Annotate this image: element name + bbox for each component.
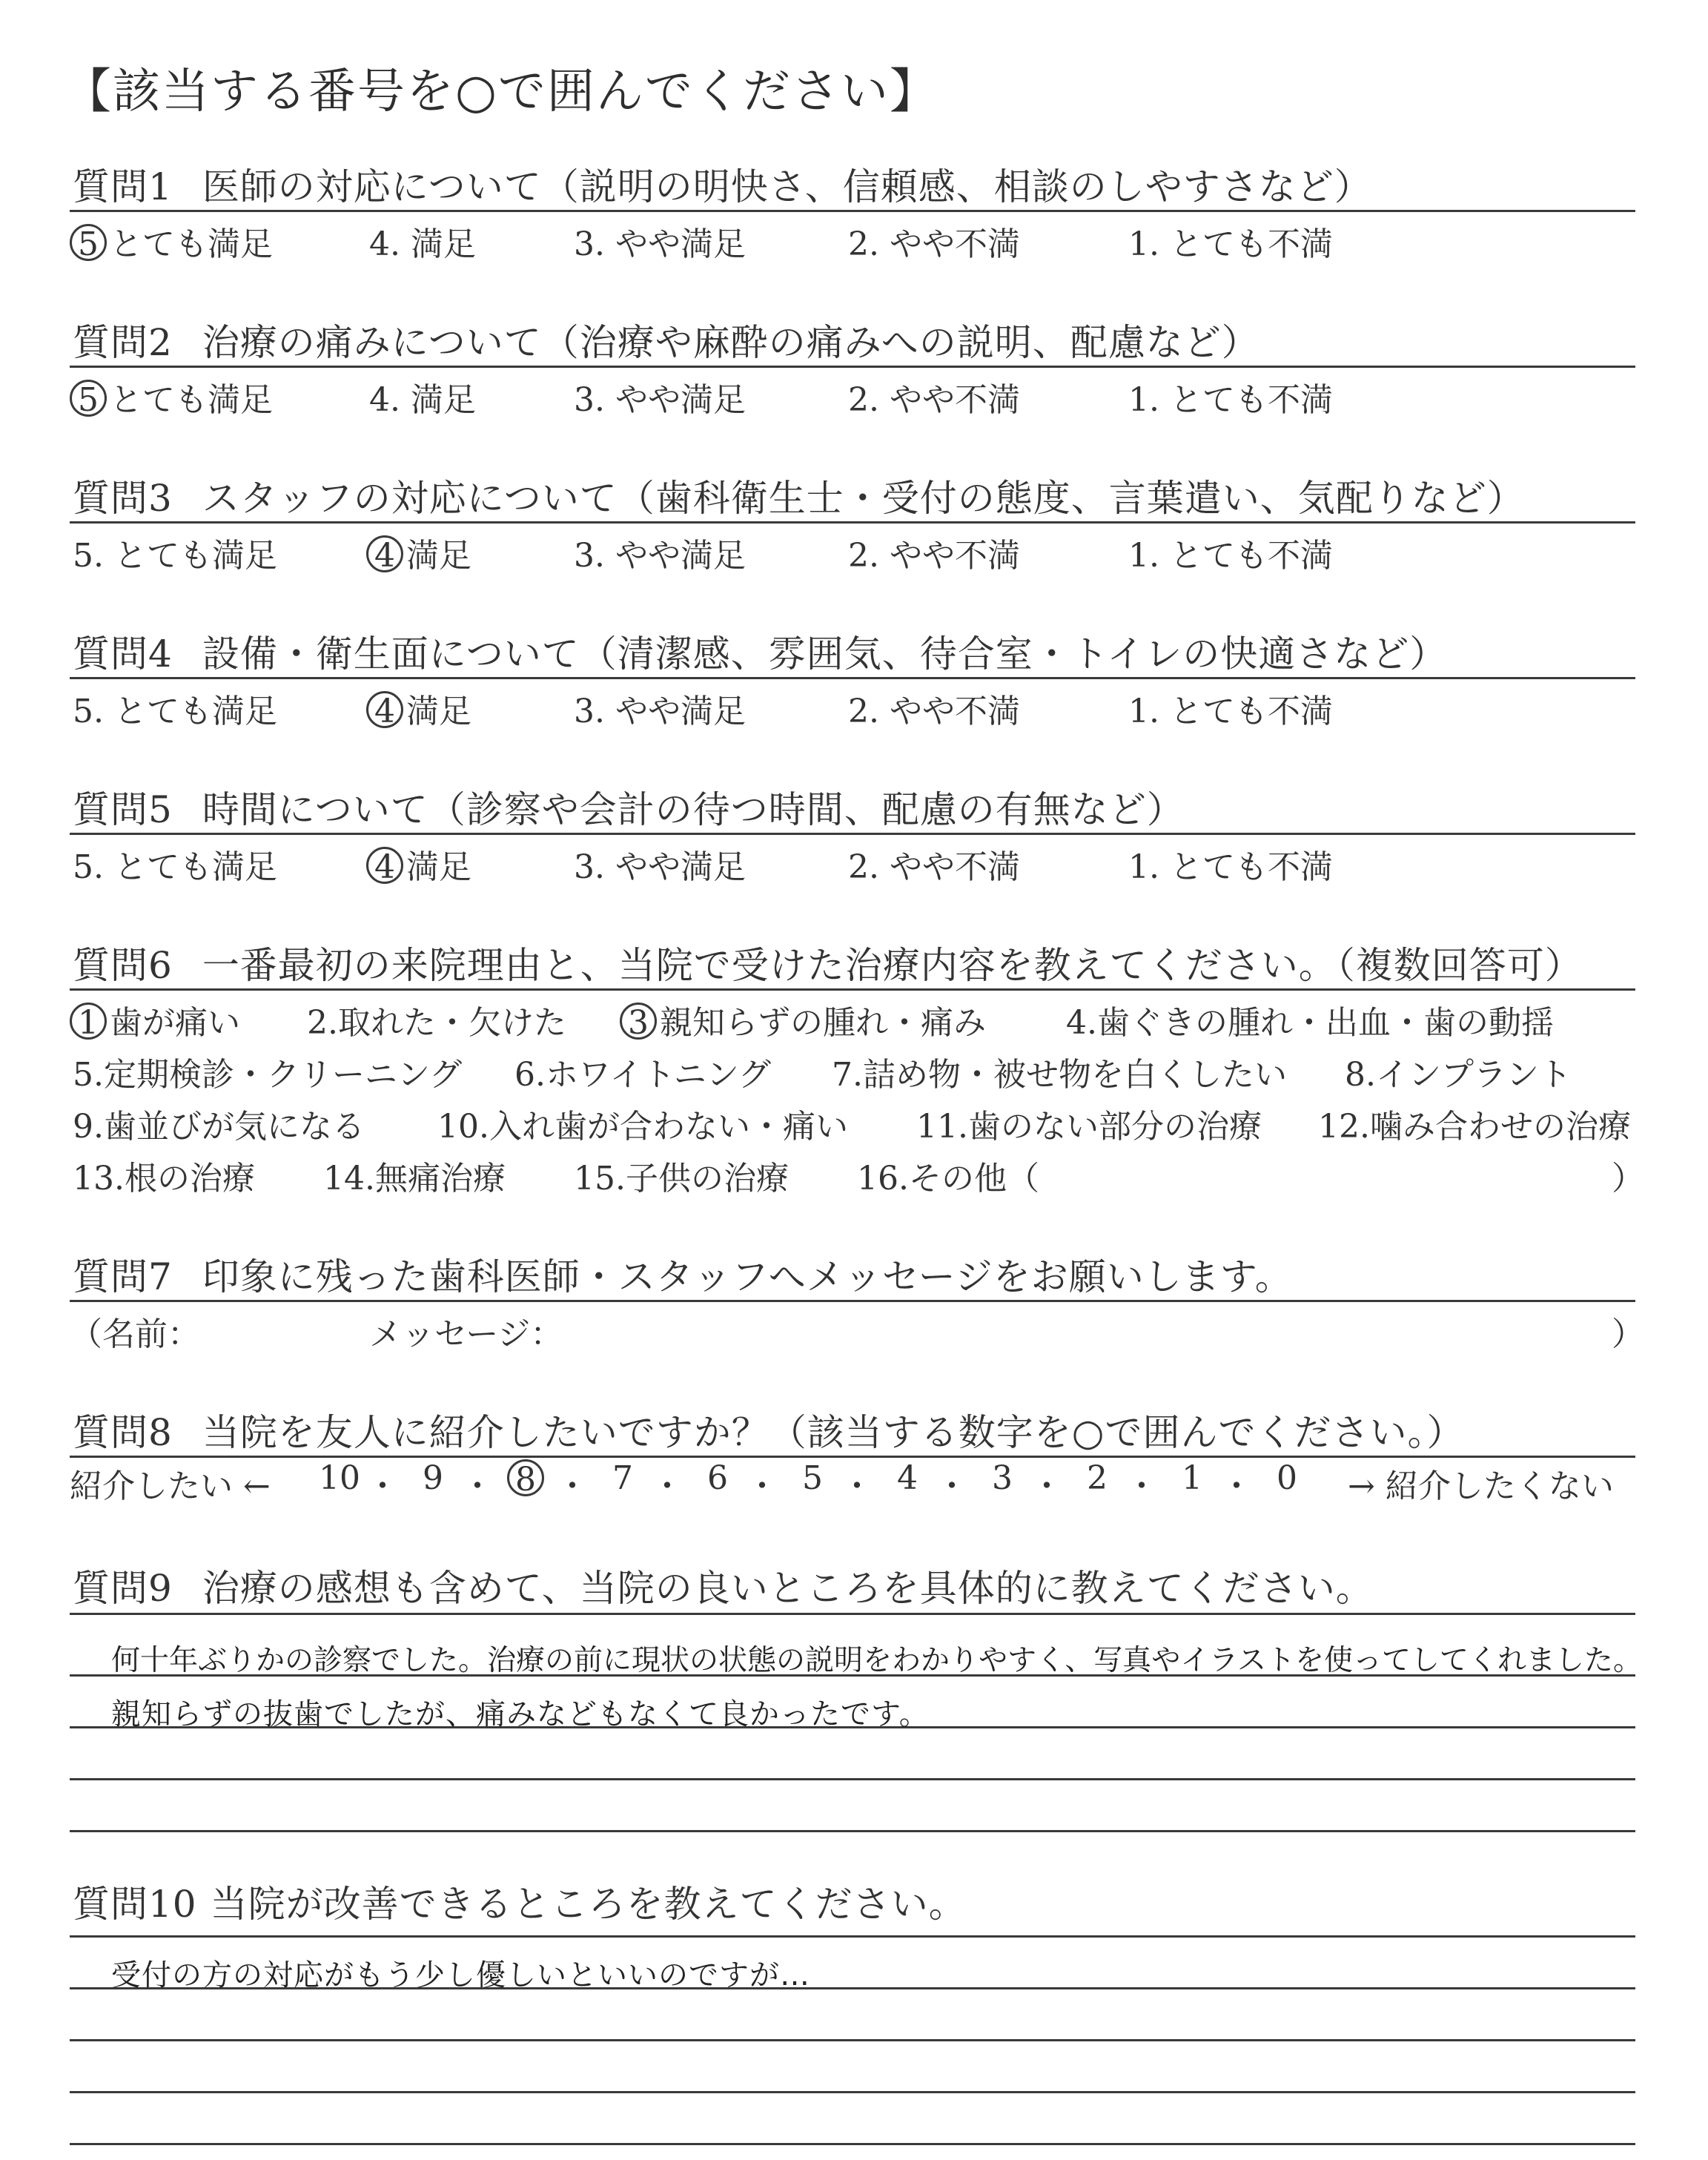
- rating-option-4[interactable]: 4. 満足: [369, 225, 476, 263]
- scale-value-6[interactable]: 6: [707, 1459, 728, 1497]
- option-number: 4.: [1066, 1004, 1097, 1042]
- option-number: 12.: [1318, 1108, 1370, 1146]
- question-number: 質問9: [73, 1567, 173, 1610]
- scale-separator: ・: [366, 1467, 399, 1505]
- option-number: 8.: [1345, 1056, 1376, 1094]
- scale-left-label: 紹介したい ←: [70, 1467, 271, 1505]
- option-label: 噛み合わせの治療: [1369, 1108, 1631, 1146]
- reason-option[interactable]: [574, 1152, 789, 1199]
- question-5-options: [73, 840, 1635, 885]
- rating-option-1[interactable]: 1. とても不満: [1128, 225, 1333, 263]
- rating-option-2[interactable]: 2. やや不満: [848, 693, 1020, 730]
- scale-value-5[interactable]: 5: [802, 1459, 823, 1497]
- option-label: 無痛治療: [374, 1160, 506, 1198]
- question-number: 質問3: [73, 477, 173, 520]
- question-number: 質問6: [73, 944, 173, 987]
- option-label: 歯が痛い: [110, 1004, 240, 1042]
- reason-option[interactable]: [73, 996, 240, 1043]
- option-label: 取れた・欠けた: [337, 1004, 566, 1042]
- question-2-options: [73, 373, 1635, 417]
- rating-option-1[interactable]: 1. とても不満: [1128, 693, 1333, 730]
- rating-option-4[interactable]: 4. 満足: [369, 381, 476, 419]
- option-label: 子供の治療: [625, 1160, 789, 1198]
- scale-separator: ・: [841, 1467, 873, 1505]
- rating-option-4[interactable]: [369, 684, 471, 732]
- question-text: スタッフの対応について（歯科衛生士・受付の態度、言葉遣い、気配りなど）: [202, 477, 1525, 520]
- question-number: 質問4: [73, 633, 173, 676]
- option-number: 9.: [73, 1108, 104, 1146]
- scale-separator: ・: [1220, 1467, 1253, 1505]
- question-number: 質問8: [73, 1411, 173, 1454]
- selected-circle-mark: 1: [70, 1003, 107, 1040]
- rating-option-5[interactable]: 5. とても満足: [73, 693, 277, 730]
- option-label: その他（: [908, 1160, 1039, 1198]
- rating-option-label: 満足: [406, 848, 471, 886]
- reason-option[interactable]: [73, 1100, 365, 1147]
- rating-option-1[interactable]: 1. とても不満: [1128, 848, 1333, 886]
- question-10-title: [73, 1875, 967, 1928]
- reason-option[interactable]: [623, 996, 986, 1043]
- handwritten-answer: 受付の方の対応がもう少し優しいといいのですが…: [111, 1958, 810, 1992]
- selected-circle-mark: 4: [366, 847, 403, 884]
- rating-option-5[interactable]: [73, 217, 273, 265]
- answer-line: [70, 1613, 1635, 1615]
- option-label: ホワイトニング: [545, 1056, 772, 1094]
- rating-option-5[interactable]: [73, 373, 273, 420]
- reason-option[interactable]: [437, 1100, 848, 1147]
- reason-option[interactable]: [1318, 1100, 1631, 1147]
- selected-circle-mark: 3: [620, 1003, 657, 1040]
- selected-circle-mark: 5: [70, 380, 107, 417]
- divider: [70, 366, 1635, 368]
- scale-separator: ・: [461, 1467, 494, 1505]
- close-paren: ）: [1612, 1315, 1644, 1353]
- option-label: 親知らずの腫れ・痛み: [660, 1004, 986, 1042]
- recommend-scale: [70, 1459, 1635, 1504]
- scale-value-2[interactable]: 2: [1087, 1459, 1108, 1497]
- question-number: 質問10: [73, 1883, 197, 1926]
- scale-separator: ・: [651, 1467, 683, 1505]
- answer-line: [70, 2091, 1635, 2093]
- page-title: 【該当する番号を○で囲んでください】: [64, 65, 939, 119]
- scale-separator: ・: [936, 1467, 968, 1505]
- rating-option-3[interactable]: 3. やや満足: [574, 381, 746, 419]
- answer-line: [70, 2039, 1635, 2041]
- question-4-options: [73, 684, 1635, 729]
- scale-separator: ・: [1030, 1467, 1063, 1505]
- question-7-answer-fields: [70, 1307, 1644, 1353]
- divider: [70, 210, 1635, 212]
- option-label: 詰め物・被せ物を白くしたい: [862, 1056, 1287, 1094]
- answer-line: [70, 1778, 1635, 1780]
- scale-value-4[interactable]: 4: [897, 1459, 918, 1497]
- rating-option-1[interactable]: 1. とても不満: [1128, 381, 1333, 419]
- question-2-title: [73, 313, 1260, 366]
- scale-value-3[interactable]: 3: [992, 1459, 1013, 1497]
- question-text: 医師の対応について（説明の明快さ、信頼感、相談のしやすさなど）: [202, 165, 1372, 208]
- option-number: 11.: [916, 1108, 968, 1146]
- scale-value-0[interactable]: 0: [1277, 1459, 1297, 1497]
- option-number: 6.: [514, 1056, 546, 1094]
- reason-option[interactable]: [73, 1048, 462, 1095]
- question-3-title: [73, 469, 1525, 522]
- option-label: 定期検診・クリーニング: [103, 1056, 463, 1094]
- answer-line: [70, 1935, 1635, 1938]
- rating-option-2[interactable]: 2. やや不満: [848, 848, 1020, 886]
- question-4-title: [73, 624, 1447, 678]
- message-label: メッセージ：: [369, 1315, 563, 1353]
- scale-value-1[interactable]: 1: [1182, 1459, 1202, 1497]
- question-number: 質問2: [73, 321, 173, 364]
- rating-option-label: 満足: [406, 693, 471, 730]
- question-text: 一番最初の来院理由と、当院で受けた治療内容を教えてください。（複数回答可）: [202, 944, 1583, 987]
- rating-option-2[interactable]: 2. やや不満: [848, 225, 1020, 263]
- question-text: 時間について（診察や会計の待つ時間、配慮の有無など）: [202, 788, 1185, 831]
- rating-option-5[interactable]: 5. とても満足: [73, 848, 277, 886]
- option-number: 7.: [832, 1056, 863, 1094]
- handwritten-answer: 親知らずの抜歯でしたが、痛みなどもなくて良かったです。: [111, 1697, 930, 1731]
- rating-option-4[interactable]: [369, 529, 471, 576]
- scale-right-label: → 紹介したくない: [1348, 1467, 1614, 1505]
- reason-option[interactable]: [1345, 1048, 1572, 1095]
- question-8-title: [73, 1403, 1464, 1456]
- divider: [70, 521, 1635, 524]
- answer-line: [70, 2143, 1635, 2145]
- reason-option[interactable]: [857, 1152, 1039, 1199]
- question-number: 質問5: [73, 788, 173, 831]
- answer-line: [70, 1830, 1635, 1832]
- selected-circle-mark: 4: [366, 535, 403, 572]
- rating-option-label: 満足: [406, 537, 471, 575]
- rating-option-label: とても満足: [110, 225, 273, 263]
- rating-option-3[interactable]: 3. やや満足: [574, 537, 746, 575]
- option-number: 2.: [307, 1004, 338, 1042]
- reason-option[interactable]: [307, 996, 566, 1043]
- scale-separator: ・: [746, 1467, 778, 1505]
- question-text: 治療の痛みについて（治療や麻酔の痛みへの説明、配慮など）: [202, 321, 1260, 364]
- rating-option-3[interactable]: 3. やや満足: [574, 848, 746, 886]
- name-label: （名前：: [70, 1315, 200, 1353]
- option-label: 歯のない部分の治療: [967, 1108, 1262, 1146]
- question-5-title: [73, 780, 1185, 833]
- question-1-options: [73, 217, 1635, 262]
- scale-separator: ・: [1125, 1467, 1158, 1505]
- question-text: 印象に残った歯科医師・スタッフへメッセージをお願いします。: [202, 1255, 1293, 1298]
- question-text: 当院を友人に紹介したいですか？（該当する数字を○で囲んでください。）: [202, 1411, 1465, 1454]
- question-text: 当院が改善できるところを教えてください。: [210, 1883, 967, 1926]
- option-number: 16.: [857, 1160, 909, 1198]
- question-1-title: [73, 157, 1372, 211]
- divider: [70, 1456, 1635, 1458]
- rating-option-3[interactable]: 3. やや満足: [574, 225, 746, 263]
- question-7-title: [73, 1247, 1293, 1301]
- question-number: 質問7: [73, 1255, 173, 1298]
- scale-value-9[interactable]: 9: [423, 1459, 443, 1497]
- option-label: 歯並びが気になる: [103, 1108, 365, 1146]
- question-3-options: [73, 529, 1635, 573]
- reason-option[interactable]: [73, 1152, 255, 1199]
- close-paren: ）: [1612, 1160, 1644, 1198]
- question-6-options-row-3: [73, 1100, 1638, 1144]
- rating-option-label: とても満足: [110, 381, 273, 419]
- scale-value-7[interactable]: 7: [612, 1459, 633, 1497]
- option-number: 13.: [73, 1160, 125, 1198]
- divider: [70, 677, 1635, 679]
- question-number: 質問1: [73, 165, 173, 208]
- rating-option-4[interactable]: [369, 840, 471, 888]
- option-label: インプラント: [1375, 1056, 1572, 1094]
- selected-circle-mark: 5: [70, 224, 107, 261]
- reason-option[interactable]: [832, 1048, 1287, 1095]
- divider: [70, 988, 1635, 991]
- rating-option-2[interactable]: 2. やや不満: [848, 537, 1020, 575]
- selected-circle-mark: 4: [366, 691, 403, 728]
- question-6-options-row-4: [73, 1152, 1644, 1198]
- rating-option-1[interactable]: 1. とても不満: [1128, 537, 1333, 575]
- reason-option[interactable]: [323, 1152, 506, 1199]
- rating-option-5[interactable]: 5. とても満足: [73, 537, 277, 575]
- option-label: 入れ歯が合わない・痛い: [489, 1108, 848, 1146]
- scale-value-10[interactable]: 10: [319, 1459, 360, 1497]
- option-label: 歯ぐきの腫れ・出血・歯の動揺: [1096, 1004, 1554, 1042]
- option-number: 10.: [437, 1108, 489, 1146]
- rating-option-3[interactable]: 3. やや満足: [574, 693, 746, 730]
- scale-separator: ・: [556, 1467, 589, 1505]
- scale-value-8[interactable]: 8: [507, 1459, 544, 1496]
- question-text: 設備・衛生面について（清潔感、雰囲気、待合室・トイレの快適さなど）: [202, 633, 1448, 676]
- option-label: 根の治療: [124, 1160, 255, 1198]
- question-text: 治療の感想も含めて、当院の良いところを具体的に教えてください。: [202, 1567, 1374, 1610]
- option-number: 15.: [574, 1160, 626, 1198]
- question-6-options-row-2: [73, 1048, 1638, 1092]
- reason-option[interactable]: [916, 1100, 1262, 1147]
- option-number: 5.: [73, 1056, 104, 1094]
- handwritten-answer: 何十年ぶりかの診察でした。治療の前に現状の状態の説明をわかりやすく、写真やイラストを使ってしてくれました。: [111, 1644, 1643, 1677]
- reason-option[interactable]: [514, 1048, 771, 1095]
- question-6-title: [73, 936, 1583, 989]
- rating-option-2[interactable]: 2. やや不満: [848, 381, 1020, 419]
- divider: [70, 1300, 1635, 1302]
- reason-option[interactable]: [1066, 996, 1554, 1043]
- question-6-options-row-1: [73, 996, 1638, 1040]
- option-number: 14.: [323, 1160, 375, 1198]
- divider: [70, 833, 1635, 835]
- question-9-title: [73, 1559, 1374, 1612]
